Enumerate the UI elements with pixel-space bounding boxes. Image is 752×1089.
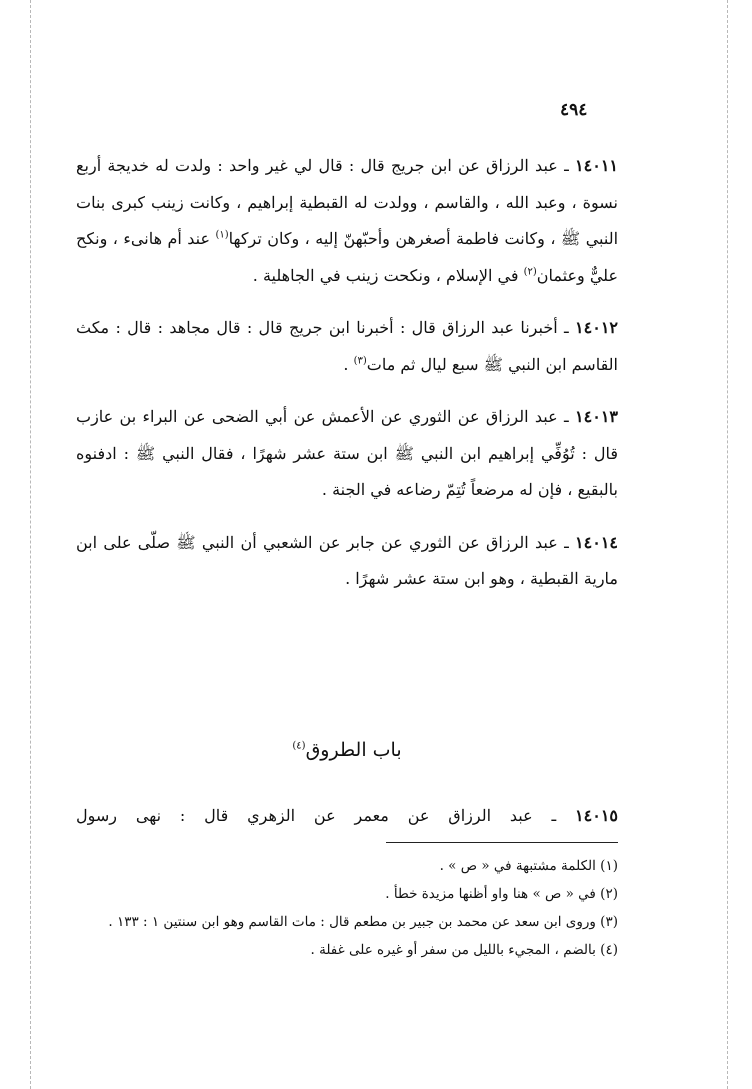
footnote-ref: (٤) (292, 740, 306, 752)
hadith-14013 (76, 399, 618, 509)
hadith-14012 (76, 310, 618, 383)
footnote-separator (386, 842, 618, 843)
hadith-text-end: . (343, 354, 354, 374)
footnote-2: (٢) في « ص » هنا واو أظنها مزيدة خطأ . (385, 886, 618, 902)
footnote-1: (١) الكلمة مشتبهة في « ص » . (439, 858, 618, 874)
footnote-ref: (١) (215, 229, 229, 241)
hadith-text: عبد الرزاق عن الثوري عن الأعمش عن أبي الضحى عن البراء بن عازب قال : تُوُفِّي إبراهيم ابن النبي ﷺ ابن ستة عشر شهرًا ، فقال النبي ﷺ : ادفنوه بالبقيع ، فإن له مرضعاً تُتِمّ رضاعه في الجنة . (76, 407, 618, 499)
hadith-14014 (76, 525, 618, 598)
right-margin-dashed-line (727, 0, 728, 1089)
hadith-number: ١٤٠١٢ (575, 318, 619, 337)
hadith-number: ١٤٠١٣ (575, 407, 619, 426)
left-margin-dashed-line (30, 0, 31, 1089)
hadith-number: ١٤٠١٤ (575, 532, 619, 552)
footnote-3: (٣) وروى ابن سعد عن محمد بن جبير بن مطعم قال : مات القاسم وهو ابن سنتين ١ : ١٣٣ . (108, 914, 618, 930)
hadith-dash: ـ (557, 407, 576, 426)
hadith-dash: ـ (557, 532, 576, 552)
hadith-text-continued: عند أم هانىء ، ونكح عليٌّ وعثمان (76, 229, 618, 285)
hadith-number: ١٤٠١١ (575, 156, 619, 175)
hadith-dash: ـ (557, 156, 576, 175)
main-text (76, 148, 618, 598)
footnote-ref: (٢) (523, 266, 537, 278)
hadith-dash: ـ (532, 806, 576, 825)
hadith-14015 (76, 800, 618, 832)
hadith-text: عبد الرزاق عن ابن جريج قال : قال لي غير واحد : ولدت له خديجة أربع نسوة ، وعبد الله ، والقاسم ، وولدت له القبطية إبراهيم ، وكانت زينب كبرى بنات النبي ﷺ ، وكانت فاطمة أصغرهن وأحبّهنّ إليه ، وكان تركها (76, 156, 619, 248)
footnote-ref: (٣) (353, 355, 367, 367)
hadith-text: عبد الرزاق عن معمر عن الزهري قال : نهى رسول (76, 806, 533, 825)
hadith-text: أخبرنا عبد الرزاق قال : أخبرنا ابن جريج قال : قال مجاهد : قال : مكث القاسم ابن النبي ﷺ سبع ليال ثم مات (76, 318, 618, 374)
hadith-text: عبد الرزاق عن الثوري عن جابر عن الشعبي أن النبي ﷺ صلّى على ابن مارية القبطية ، وهو ابن ستة عشر شهرًا . (76, 532, 618, 588)
hadith-number: ١٤٠١٥ (575, 806, 619, 825)
footnote-4: (٤) بالضم ، المجيء بالليل من سفر أو غيره على غفلة . (310, 942, 618, 958)
hadith-text-end: في الإسلام ، ونكحت زينب في الجاهلية . (252, 265, 524, 285)
hadith-14011 (76, 148, 618, 294)
hadith-dash: ـ (557, 318, 576, 337)
footnotes (84, 852, 618, 964)
chapter-heading-text: باب الطروق (305, 739, 402, 761)
page-number: ٤٩٤ (560, 100, 588, 120)
chapter-heading (76, 735, 618, 765)
